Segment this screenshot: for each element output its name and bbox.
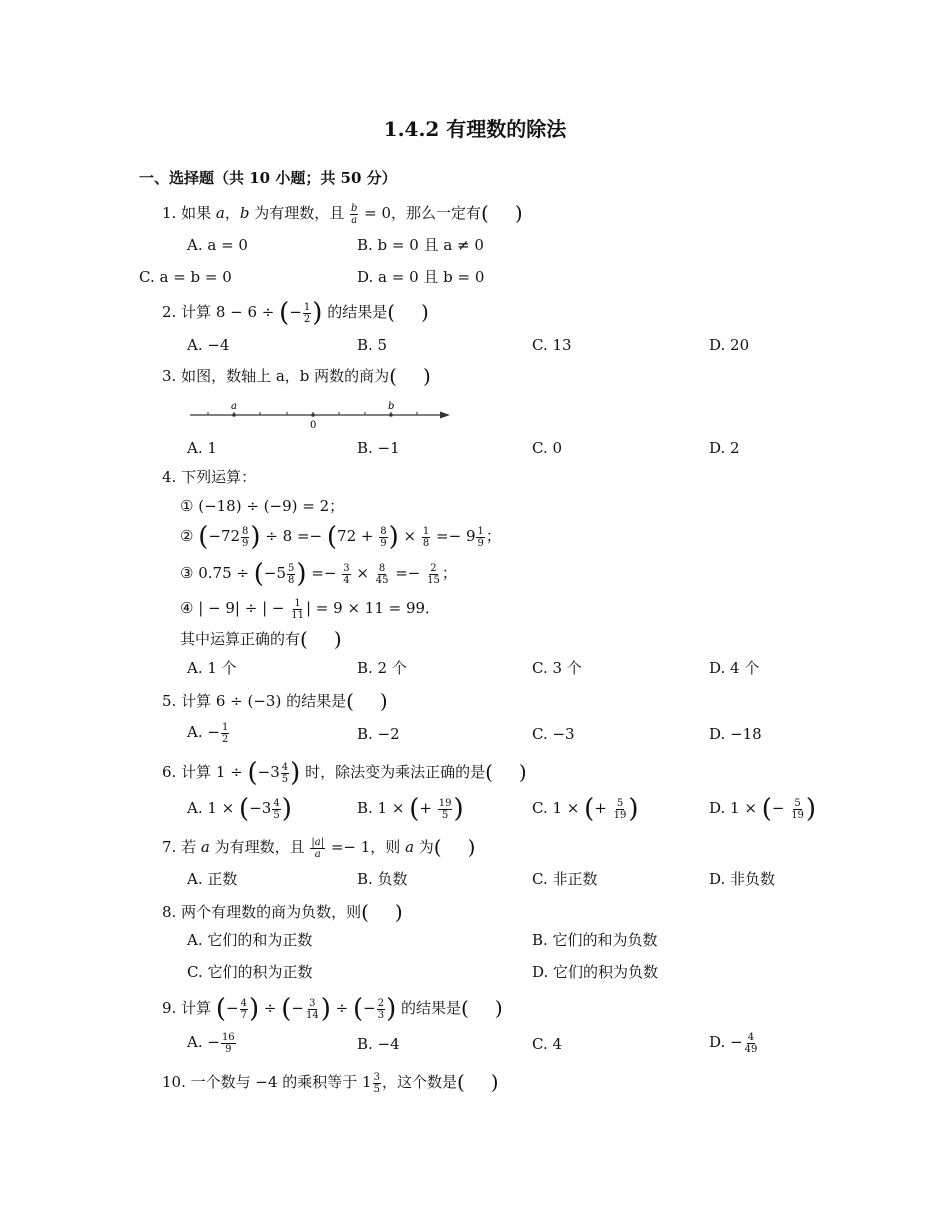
number-line-arrow <box>440 412 450 419</box>
q1-option-d[interactable]: D. a = 0 且 b = 0 <box>357 268 485 286</box>
answer-blank[interactable]: ( ) <box>433 835 476 859</box>
q4-option-a[interactable]: A. 1 个 <box>187 659 237 677</box>
point-a <box>232 413 236 417</box>
label-zero: 0 <box>310 420 317 431</box>
q3-option-d[interactable]: D. 2 <box>709 439 740 457</box>
q2-option-b[interactable]: B. 5 <box>357 336 388 354</box>
q7-option-a[interactable]: A. 正数 <box>187 870 238 888</box>
q4-statement-4: ④ | − 9| ÷ | − $\frac{1}{11}$ | = 9 × 11 = 99． <box>180 597 441 621</box>
q5-option-a[interactable]: A. − $\frac{1}{2}$ <box>187 721 229 745</box>
q6-option-b[interactable]: B. 1 × (+ $\frac{19}{5}$ ) <box>357 794 464 824</box>
q5-option-d[interactable]: D. −18 <box>709 725 762 743</box>
q9-option-b[interactable]: B. −4 <box>357 1035 400 1053</box>
q4-option-c[interactable]: C. 3 个 <box>532 659 582 677</box>
label-a: a <box>231 401 237 412</box>
point-b <box>389 413 393 417</box>
q4-statement-3: ③ 0.75 ÷ (−5 $\frac{5}{8}$ ) =− $\frac{3}{4}$ × $\frac{8}{45}$ =− $\frac{2}{15}$ ； <box>180 559 457 589</box>
q6-option-c[interactable]: C. 1 × (+ $\frac{5}{19}$ ) <box>532 794 639 824</box>
q5-option-b[interactable]: B. −2 <box>357 725 400 743</box>
q6-option-d[interactable]: D. 1 × (− $\frac{5}{19}$ ) <box>709 794 817 824</box>
point-zero <box>311 413 315 417</box>
question-3: 3. 如图，数轴上 a，b 两数的商为( ) <box>162 364 431 388</box>
answer-blank[interactable]: ( ) <box>461 996 503 1020</box>
question-7: 7. 若 a 为有理数，且 $\frac{|a|}{a}$ =− 1，则 a 为( ) <box>162 835 476 860</box>
question-1: 1. 如果 a，b 为有理数，且 $\frac{b}{a}$ = 0，那么一定有( ) <box>162 201 523 226</box>
q4-ask: 其中运算正确的有( ) <box>180 627 342 651</box>
q1-option-b[interactable]: B. b = 0 且 a ≠ 0 <box>357 236 484 254</box>
q4-option-d[interactable]: D. 4 个 <box>709 659 760 677</box>
q3-option-c[interactable]: C. 0 <box>532 439 563 457</box>
q8-option-c[interactable]: C. 它们的积为正数 <box>187 963 313 981</box>
answer-blank[interactable]: ( ) <box>456 1070 499 1094</box>
q5-option-c[interactable]: C. −3 <box>532 725 575 743</box>
answer-blank[interactable]: ( ) <box>481 201 523 225</box>
answer-blank[interactable]: ( ) <box>346 689 388 713</box>
fraction: $\frac{1}{2}$ <box>303 301 311 325</box>
q2-option-a[interactable]: A. −4 <box>187 336 230 354</box>
q4-option-b[interactable]: B. 2 个 <box>357 659 407 677</box>
answer-blank[interactable]: ( ) <box>300 627 342 651</box>
q8-option-b[interactable]: B. 它们的和为负数 <box>532 931 658 949</box>
q4-statement-1: ① (−18) ÷ (−9) = 2； <box>180 497 345 515</box>
question-4: 4. 下列运算： <box>162 468 257 486</box>
q3-option-b[interactable]: B. −1 <box>357 439 400 457</box>
question-9: 9. 计算 (− $\frac{4}{7}$ ) ÷ (− $\frac{3}{14}$ ) ÷ (− $\frac{2}{3}$ ) 的结果是( ) <box>162 994 503 1024</box>
q7-option-d[interactable]: D. 非负数 <box>709 870 776 888</box>
question-2: 2. 计算 8 − 6 ÷ (− $\frac{1}{2}$ ) 的结果是( ) <box>162 298 429 328</box>
q7-option-b[interactable]: B. 负数 <box>357 870 408 888</box>
q2-option-d[interactable]: D. 20 <box>709 336 750 354</box>
label-b: b <box>388 401 395 412</box>
answer-blank[interactable]: ( ) <box>387 300 429 324</box>
fraction: $\frac{b}{a}$ <box>350 202 358 226</box>
question-5: 5. 计算 6 ÷ (−3) 的结果是( ) <box>162 689 388 713</box>
q9-option-a[interactable]: A. − $\frac{16}{9}$ <box>187 1031 235 1055</box>
q8-option-a[interactable]: A. 它们的和为正数 <box>187 931 313 949</box>
q8-option-d[interactable]: D. 它们的积为负数 <box>532 963 659 981</box>
q6-option-a[interactable]: A. 1 × (−3 $\frac{4}{5}$ ) <box>187 794 292 824</box>
q4-statement-2: ② (−72 $\frac{8}{9}$ ) ÷ 8 =− (72 + $\frac{8}{9}$ ) × $\frac{1}{8}$ =− 9 $\frac{1}{9}$ ； <box>180 522 501 552</box>
q7-option-c[interactable]: C. 非正数 <box>532 870 598 888</box>
question-6: 6. 计算 1 ÷ (−3 $\frac{4}{5}$ ) 时，除法变为乘法正确的是( ) <box>162 758 527 788</box>
section-heading: 一、选择题（共 10 小题；共 50 分） <box>139 169 397 187</box>
q1-option-c[interactable]: C. a = b = 0 <box>139 268 232 286</box>
number-line-figure <box>188 398 453 432</box>
question-8: 8. 两个有理数的商为负数，则( ) <box>162 900 403 924</box>
q1-option-a[interactable]: A. a = 0 <box>187 236 248 254</box>
q2-option-c[interactable]: C. 13 <box>532 336 572 354</box>
page-title: 1.4.2 有理数的除法 <box>383 117 567 141</box>
q9-option-d[interactable]: D. − $\frac{4}{49}$ <box>709 1031 758 1055</box>
answer-blank[interactable]: ( ) <box>361 900 403 924</box>
answer-blank[interactable]: ( ) <box>485 760 527 784</box>
answer-blank[interactable]: ( ) <box>389 364 431 388</box>
question-10: 10. 一个数与 −4 的乘积等于 1 $\frac{3}{5}$ ，这个数是( ) <box>162 1070 499 1095</box>
q3-option-a[interactable]: A. 1 <box>187 439 217 457</box>
q9-option-c[interactable]: C. 4 <box>532 1035 563 1053</box>
